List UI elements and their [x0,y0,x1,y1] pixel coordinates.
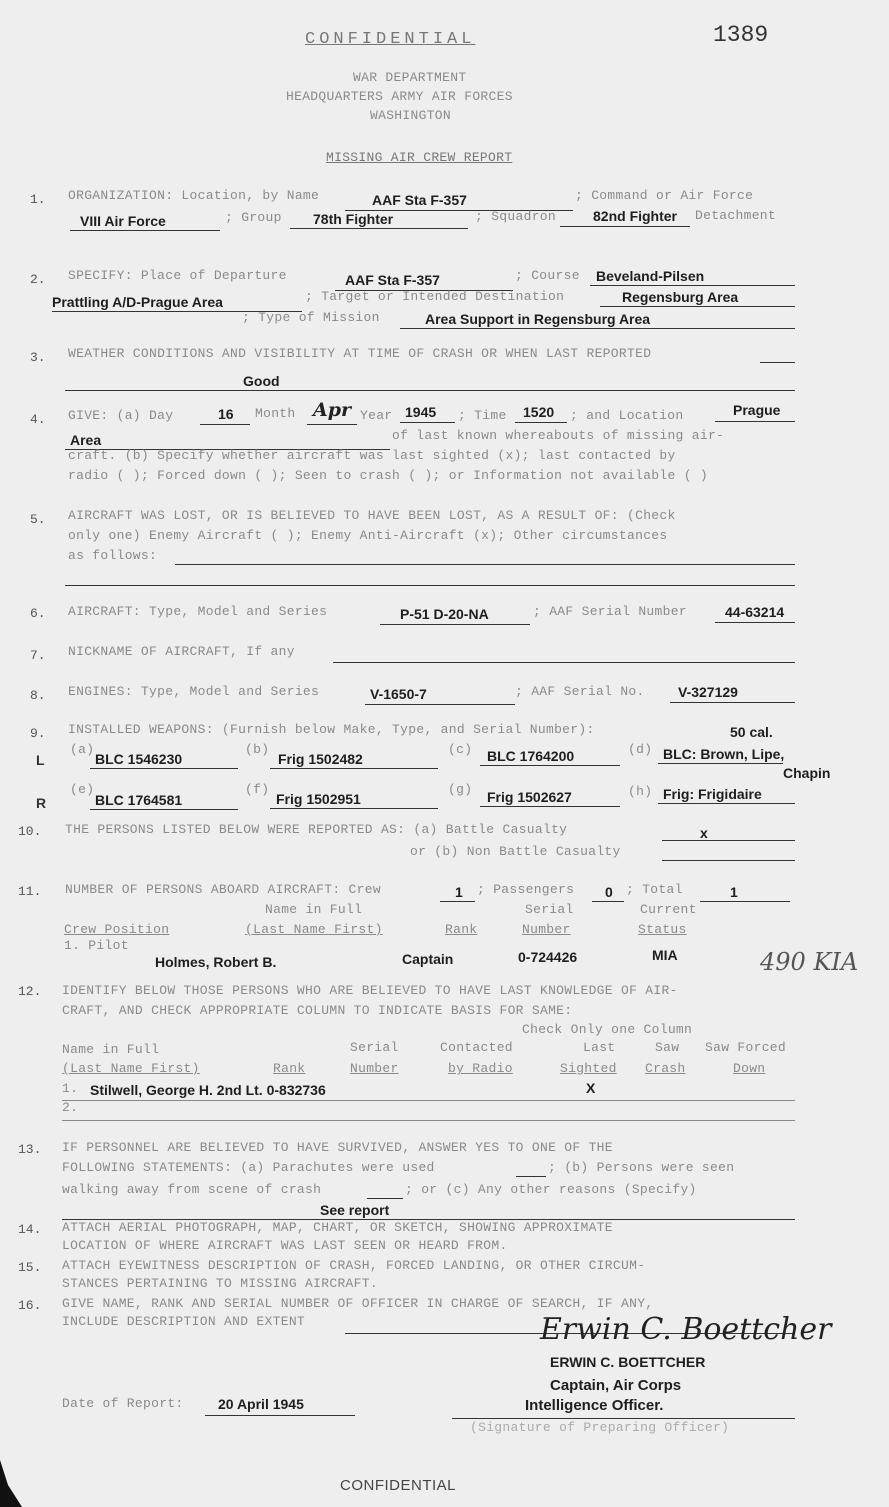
passengers-count: 0 [605,884,613,900]
mission-label: ; Type of Mission [242,310,380,325]
battle-casualty-mark: x [700,825,708,841]
witness-col-crash: Crash [645,1061,686,1076]
item-10-number: 10. [18,824,42,839]
weapon-d-cont: Chapin [783,765,831,781]
weather-line-1 [760,362,795,363]
item-10-label: THE PERSONS LISTED BELOW WERE REPORTED AS: (a) Battle Casualty [65,822,568,837]
crew-line [440,901,475,902]
officer-title: Intelligence Officer. [525,1397,664,1414]
item-8-number: 8. [30,688,46,703]
weapon-side-left: L [36,752,45,768]
scan-corner-shadow [0,1440,30,1507]
aircraft-model-line [380,624,530,625]
weapon-d-line [658,763,783,764]
item-15-text-2: STANCES PERTAINING TO MISSING AIRCRAFT. [62,1276,378,1291]
witness-row-1-mark: X [586,1080,596,1096]
weather-line-2 [65,390,795,391]
date-label: Date of Report: [62,1396,184,1411]
item-1-label: ORGANIZATION: Location, by Name [68,188,320,203]
weapon-h-line [658,803,795,804]
nickname-line [333,662,795,663]
group-value: 78th Fighter [313,211,394,227]
item-9-number: 9. [30,726,46,741]
item-2-label: SPECIFY: Place of Departure [68,268,287,283]
crew-row-position: 1. Pilot [64,938,129,953]
weapon-a-letter: (a) [70,742,95,757]
crew-col-serial-top: Serial [525,902,574,917]
item-13-text-3: walking away from scene of crash [62,1182,322,1197]
crew-row-status: MIA [652,947,678,963]
weapon-e: BLC 1764581 [95,792,183,808]
document-number: 1389 [713,22,769,48]
item-3-number: 3. [30,350,46,365]
weapon-b-line [270,768,438,769]
target-value: Regensburg Area [622,289,739,305]
engine-serial-line [670,702,795,703]
passengers-label: ; Passengers [477,882,575,897]
city: WASHINGTON [370,108,452,123]
witness-col-name: (Last Name First) [62,1061,200,1076]
item-11-label: NUMBER OF PERSONS ABOARD AIRCRAFT: Crew [65,882,381,897]
group-line [290,228,468,229]
officer-name: ERWIN C. BOETTCHER [550,1354,706,1370]
battle-casualty-line [662,840,795,841]
weapon-h-letter: (h) [628,784,653,799]
engine-serial-label: ; AAF Serial No. [515,684,645,699]
weapon-c-line [480,765,620,766]
command-label: ; Command or Air Force [575,188,754,203]
year-label: Year [360,408,393,423]
report-title: MISSING AIR CREW REPORT [326,150,513,165]
witness-col-name-top: Name in Full [62,1042,160,1057]
item-15-text-1: ATTACH EYEWITNESS DESCRIPTION OF CRASH, FORCED LANDING, OR OTHER CIRCUM- [62,1258,646,1273]
squadron-label: ; Squadron [475,209,557,224]
non-battle-casualty-line [662,860,795,861]
item-3-label: WEATHER CONDITIONS AND VISIBILITY AT TIME OF CRASH OR WHEN LAST REPORTED [68,346,652,361]
engine-model-line [365,704,515,705]
aircraft-serial-label: ; AAF Serial Number [533,604,687,619]
departure-value: AAF Sta F-357 [345,272,440,288]
weapon-a-line [90,768,238,769]
item-13-text-3b: ; or (c) Any other reasons (Specify) [405,1182,697,1197]
month-label: Month [255,406,296,421]
crew-row-name: Holmes, Robert B. [155,954,277,970]
course-value-2: Prattling A/D-Prague Area [52,294,223,310]
parachutes-line [516,1176,546,1177]
officer-rank: Captain, Air Corps [550,1377,682,1394]
mission-value: Area Support in Regensburg Area [425,311,651,327]
squadron-value: 82nd Fighter [593,208,678,224]
day-value: 16 [218,406,234,422]
item-6-label: AIRCRAFT: Type, Model and Series [68,604,328,619]
weapon-d: BLC: Brown, Lipe, [663,746,785,762]
item-5-text-1: AIRCRAFT WAS LOST, OR IS BELIEVED TO HAVE BEEN LOST, AS A RESULT OF: (Check [68,508,676,523]
crew-col-status: Status [638,922,687,937]
item-8-label: ENGINES: Type, Model and Series [68,684,320,699]
item-4-text-1: of last known whereabouts of missing air- [392,428,725,443]
time-value: 1520 [523,404,555,420]
year-value: 1945 [405,404,437,420]
witness-col-sighted-top: Last [583,1040,616,1055]
department: WAR DEPARTMENT [353,70,467,85]
aircraft-model: P-51 D-20-NA [400,606,489,622]
engine-serial: V-327129 [678,684,738,700]
weapon-side-right: R [36,795,47,811]
weapon-f: Frig 1502951 [276,791,361,807]
item-13-number: 13. [18,1142,42,1157]
weapon-c-letter: (c) [448,742,473,757]
survival-value: See report [320,1202,390,1218]
witness-row-1-number: 1. [62,1081,79,1096]
aircraft-serial: 44-63214 [725,604,785,620]
target-line [600,306,795,307]
weapon-f-letter: (f) [245,782,270,797]
item-13-text-2: FOLLOWING STATEMENTS: (a) Parachutes were used [62,1160,435,1175]
weapon-e-line [90,809,238,810]
item-13-text-2b: ; (b) Persons were seen [548,1160,735,1175]
witness-row-2-line [62,1120,795,1121]
weapon-a: BLC 1546230 [95,751,183,767]
year-line [400,422,455,423]
item-12-text-1: IDENTIFY BELOW THOSE PERSONS WHO ARE BELIEVED TO HAVE LAST KNOWLEDGE OF AIR- [62,983,678,998]
command-line [70,230,220,231]
classification-bottom: CONFIDENTIAL [340,1477,457,1494]
crew-col-status-top: Current [640,902,697,917]
item-16-text-1: GIVE NAME, RANK AND SERIAL NUMBER OF OFFICER IN CHARGE OF SEARCH, IF ANY, [62,1296,654,1311]
headquarters: HEADQUARTERS ARMY AIR FORCES [286,89,513,104]
crew-col-rank: Rank [445,922,478,937]
check-one-label: Check Only one Column [522,1022,693,1037]
group-label: ; Group [225,210,282,225]
command-value: VIII Air Force [80,213,166,229]
witness-col-serial: Number [350,1061,399,1076]
crew-row-serial: 0-724426 [518,949,578,965]
month-value: Apr [313,399,352,421]
item-4-number: 4. [30,412,46,427]
report-date: 20 April 1945 [218,1396,304,1412]
item-11-number: 11. [18,884,42,899]
weapon-c: BLC 1764200 [487,748,575,764]
item-9-label: INSTALLED WEAPONS: (Furnish below Make, Type, and Serial Number): [68,722,595,737]
witness-col-crash-top: Saw [655,1040,680,1055]
day-line [200,424,250,425]
weapon-b: Frig 1502482 [278,751,363,767]
item-2-number: 2. [30,272,46,287]
aircraft-serial-line [715,622,795,623]
witness-col-contacted: by Radio [448,1061,513,1076]
witness-col-contacted-top: Contacted [440,1040,513,1055]
item-7-label: NICKNAME OF AIRCRAFT, If any [68,644,295,659]
item-5-text-2: only one) Enemy Aircraft ( ); Enemy Anti-Aircraft (x); Other circumstances [68,528,668,543]
target-label: ; Target or Intended Destination [305,289,565,304]
item-4-text-3: radio ( ); Forced down ( ); Seen to crash ( ); or Information not available ( ) [68,468,708,483]
item-12-number: 12. [18,984,42,999]
location-value-2: Area [70,432,102,448]
time-label: ; Time [458,408,507,423]
detachment-label: Detachment [695,208,777,223]
item-16-text-2: INCLUDE DESCRIPTION AND EXTENT [62,1314,306,1329]
walking-away-line [367,1198,403,1199]
date-line [205,1415,355,1416]
signature-line [452,1418,795,1419]
witness-col-rank: Rank [273,1061,306,1076]
engine-model: V-1650-7 [370,686,427,702]
location-line [715,421,795,422]
witness-row-1: Stilwell, George H. 2nd Lt. 0-832736 [90,1082,326,1098]
time-line [515,422,567,423]
item-5-line-1 [175,564,795,565]
item-12-text-2: CRAFT, AND CHECK APPROPRIATE COLUMN TO INDICATE BASIS FOR SAME: [62,1003,573,1018]
crew-col-position: Crew Position [64,922,170,937]
item-14-text-1: ATTACH AERIAL PHOTOGRAPH, MAP, CHART, OR SKETCH, SHOWING APPROXIMATE [62,1220,613,1235]
item-5-line-2 [65,585,795,586]
witness-col-forced: Down [733,1061,766,1076]
total-line [700,901,790,902]
weapon-g-line [480,806,620,807]
witness-col-forced-top: Saw Forced [705,1040,787,1055]
officer-signature: Erwin C. Boettcher [540,1312,832,1347]
location-label: ; and Location [570,408,684,423]
weapon-e-letter: (e) [70,782,95,797]
course-label: ; Course [515,268,580,283]
weather-value: Good [243,373,280,389]
item-13-text-1: IF PERSONNEL ARE BELIEVED TO HAVE SURVIVED, ANSWER YES TO ONE OF THE [62,1140,613,1155]
location-value: Prague [733,402,781,418]
crew-col-name: (Last Name First) [245,922,383,937]
item-14-text-2: LOCATION OF WHERE AIRCRAFT WAS LAST SEEN OR HEARD FROM. [62,1238,508,1253]
crew-col-serial: Number [522,922,571,937]
witness-row-1-line [62,1100,795,1101]
witness-row-2-number: 2. [62,1100,79,1115]
item-15-number: 15. [18,1260,42,1275]
weapon-g: Frig 1502627 [487,789,572,805]
item-7-number: 7. [30,648,46,663]
item-5-text-3: as follows: [68,548,158,563]
item-10-label-2: or (b) Non Battle Casualty [410,844,621,859]
weapon-d-letter: (d) [628,742,653,757]
item-4-label: GIVE: (a) Day [68,408,174,423]
weapon-b-letter: (b) [245,742,270,757]
passengers-line [592,901,624,902]
item-4-text-2: craft. (b) Specify whether aircraft was last sighted (x); last contacted by [68,448,676,463]
signature-caption: (Signature of Preparing Officer) [470,1420,730,1435]
weapon-caliber: 50 cal. [730,724,773,740]
mission-line [400,328,795,329]
station-location: AAF Sta F-357 [372,192,467,208]
item-5-number: 5. [30,512,46,527]
weapon-f-line [270,808,438,809]
item-1-number: 1. [30,192,46,207]
crew-row-rank: Captain [402,951,454,967]
item-16-number: 16. [18,1298,42,1313]
classification-top: CONFIDENTIAL [305,30,476,49]
total-count: 1 [730,884,738,900]
course-line [590,285,795,286]
handwritten-status: 490 KIA [760,948,859,976]
course-value: Beveland-Pilsen [596,268,705,284]
squadron-line [560,226,690,227]
total-label: ; Total [626,882,683,897]
item-14-number: 14. [18,1222,42,1237]
weapon-h: Frig: Frigidaire [663,786,762,802]
witness-col-serial-top: Serial [350,1040,399,1055]
witness-col-sighted: Sighted [560,1061,617,1076]
crew-col-name-top: Name in Full [265,902,363,917]
weapon-g-letter: (g) [448,782,473,797]
crew-count: 1 [455,884,463,900]
month-line [307,424,357,425]
item-6-number: 6. [30,606,46,621]
